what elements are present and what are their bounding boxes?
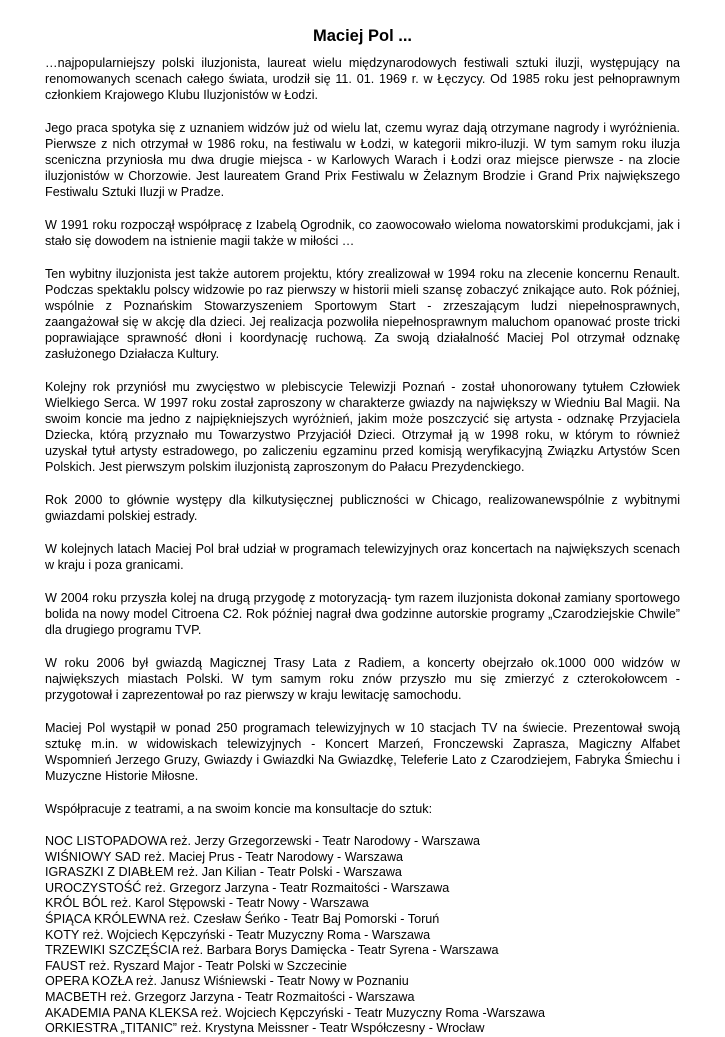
list-item: KRÓL BÓL reż. Karol Stępowski - Teatr Nowy - Warszawa [45,896,369,911]
list-item: AKADEMIA PANA KLEKSA reż. Wojciech Kępczyński - Teatr Muzyczny Roma -Warszawa [45,1005,545,1020]
list-item: WIŚNIOWY SAD reż. Maciej Prus - Teatr Narodowy - Warszawa [45,849,404,864]
paragraph-awards: Jego praca spotyka się z uznaniem widzów już od wielu lat, czemu wyraz dają otrzymane nagrody i wyróżnienia. Pierwsze z nich otrzymał w 1986 roku, na festiwalu w Łodzi, w kategorii mikro-iluzji. W tym samym roku iluzja sceniczna przyniosła mu dwa drugie miejsca - w Karlowych Warach i Łodzi oraz miejsce pierwsze - na zlocie iluzjonistów w Chorzowie. Jest laureatem Grand Prix Festiwalu w Żelaznym Brodzie i Grand Prix największego Festiwalu Sztuki Iluzji w Pradze. [45,121,680,199]
list-item: UROCZYSTOŚĆ reż. Grzegorz Jarzyna - Teatr Rozmaitości - Warszawa [45,880,450,895]
paragraph-tv-concerts: W kolejnych latach Maciej Pol brał udział w programach telewizyjnych oraz koncertach na największych scenach w kraju i poza granicami. [45,542,680,572]
paragraph-2006: W roku 2006 był gwiazdą Magicznej Trasy Lata z Radiem, a koncerty obejrzało ok.1000 000 widzów w największych miastach Polski. W tym samym roku znów przyszło mu się zmierzyć z czterokołowcem - przygotował i zaprezentował po raz pierwszy w kraju lewitację samochodu. [45,656,680,702]
theatre-plays-list [45,834,680,1037]
paragraph-theatres-intro: Współpracuje z teatrami, a na swoim koncie ma konsultacje do sztuk: [45,802,433,816]
list-item: IGRASZKI Z DIABŁEM reż. Jan Kilian - Teatr Polski - Warszawa [45,865,402,880]
list-item: FAUST reż. Ryszard Major - Teatr Polski w Szczecinie [45,958,347,973]
list-item: OPERA KOZŁA reż. Janusz Wiśniewski - Teatr Nowy w Poznaniu [45,974,409,989]
list-item: KOTY reż. Wojciech Kępczyński - Teatr Muzyczny Roma - Warszawa [45,927,431,942]
paragraph-intro: …najpopularniejszy polski iluzjonista, laureat wielu międzynarodowych festiwali sztuki iluzji, występujący na renomowanych scenach całego świata, urodził się 11. 01. 1969 r. w Łęczycy. Od 1985 roku jest pełnoprawnym członkiem Krajowego Klubu Iluzjonistów w Łodzi. [45,56,680,102]
paragraph-renault: Ten wybitny iluzjonista jest także autorem projektu, który zrealizował w 1994 roku na zlecenie koncernu Renault. Podczas spektaklu polscy widzowie po raz pierwszy w historii mieli szansę zobaczyć znikające auto. Rok później, wspólnie z Poznańskim Stowarzyszeniem Sportowym Start - zrzeszającym ludzi niepełnosprawnych, zaangażował się w akcję dla dzieci. Jej realizacja pozwoliła niepełnosprawnym maluchom opanować proste tricki poprawiające sprawność dłoni i koordynację ruchową. Za swoją działalność Maciej Pol otrzymał odznakę zasłużonego Działacza Kultury. [45,267,680,361]
list-item: MACBETH reż. Grzegorz Jarzyna - Teatr Rozmaitości - Warszawa [45,989,415,1004]
list-item: TRZEWIKI SZCZĘŚCIA reż. Barbara Borys Damięcka - Teatr Syrena - Warszawa [45,943,499,958]
paragraph-honors: Kolejny rok przyniósł mu zwycięstwo w plebiscycie Telewizji Poznań - został uhonorowany tytułem Człowiek Wielkiego Serca. W 1997 roku został zaproszony w charakterze gwiazdy na największy w Wiedniu Bal Magii. Na swoim koncie ma jedno z najpiękniejszych wyróżnień, jakim może poszczycić się artysta - odznakę Przyjaciela Dziecka, którą przyznało mu Towarzystwo Przyjaciół Dzieci. Otrzymał ją w 1998 roku, w którym to również uzyskał tytuł artysty estradowego, po zaliczeniu egzaminu przed komisją weryfikacyjną Związku Artystów Scen Polskich. Jest pierwszym polskim iluzjonistą zaproszonym do Pałacu Prezydenckiego. [45,380,680,474]
page-title: Maciej Pol ... [312,27,413,45]
list-item: ORKIESTRA „TITANIC” reż. Krystyna Meissner - Teatr Współczesny - Wrocław [45,1021,485,1036]
paragraph-1991: W 1991 roku rozpoczął współpracę z Izabelą Ogrodnik, co zaowocowało wieloma nowatorskimi produkcjami, jak i stało się dowodem na istnienie magii także w miłości … [45,218,680,248]
paragraph-tv-programs: Maciej Pol wystąpił w ponad 250 programach telewizyjnych w 10 stacjach TV na świecie. Prezentował swoją sztukę m.in. w widowiskach telewizyjnych - Koncert Marzeń, Fronczewski Zaprasza, Magiczny Alfabet Wspomnień Jerzego Gruzy, Gwiazdy i Gwiazdki Na Gwiazdkę, Teleferie Lato z Czarodziejem, Fabryka Śmiechu i Muzyczne Historie Miłosne. [45,721,680,783]
list-item: NOC LISTOPADOWA reż. Jerzy Grzegorzewski - Teatr Narodowy - Warszawa [45,834,481,848]
paragraph-2004: W 2004 roku przyszła kolej na drugą przygodę z motoryzacją- tym razem iluzjonista dokonał zamiany sportowego bolida na nowy model Citroena C2. Rok później nagrał dwa godzinne autorskie programy „Czarodziejskie Chwile” dla drugiego programu TVP. [45,591,680,637]
list-item: ŚPIĄCA KRÓLEWNA reż. Czesław Śeńko - Teatr Baj Pomorski - Toruń [45,911,440,926]
paragraph-2000: Rok 2000 to głównie występy dla kilkutysięcznej publiczności w Chicago, realizowanewspólnie z wybitnymi gwiazdami polskiej estrady. [45,493,680,523]
